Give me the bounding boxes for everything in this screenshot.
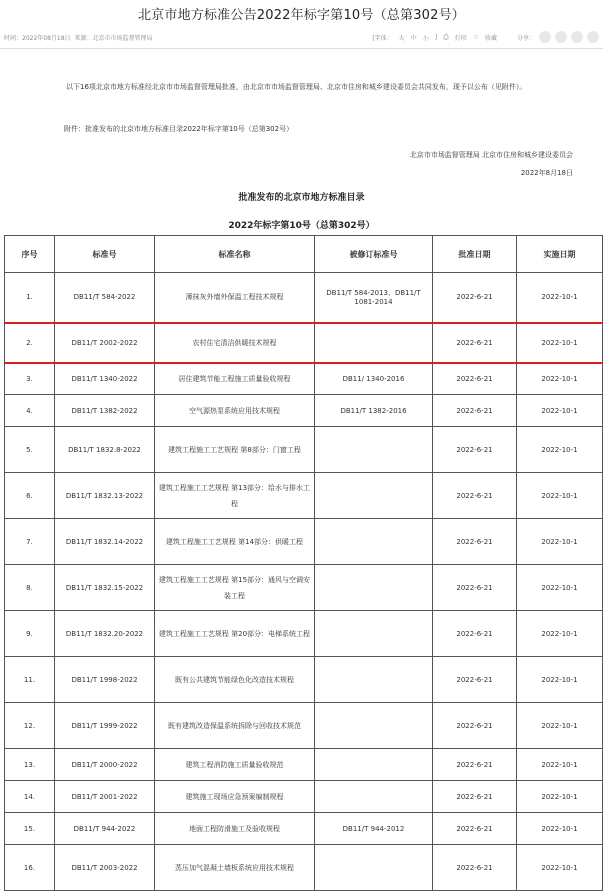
cell-replaces bbox=[315, 323, 433, 363]
table-row bbox=[5, 813, 603, 845]
cell-effective: 2022-10-1 bbox=[517, 565, 603, 611]
cell-name: 既有公共建筑节能绿色化改造技术规程 bbox=[155, 657, 315, 703]
cell-approved: 2022-6-21 bbox=[433, 519, 517, 565]
cell-code: DB11/T 944-2022 bbox=[55, 813, 155, 845]
cell-no: 4. bbox=[5, 395, 55, 427]
table-row bbox=[5, 395, 603, 427]
cell-name: 建筑施工现场应急预案编制规程 bbox=[155, 781, 315, 813]
catalog-title: 批准发布的北京市地方标准目录 bbox=[238, 193, 365, 203]
cell-name: 建筑工程施工工艺规程 第20部分：电梯系统工程 bbox=[155, 611, 315, 657]
col-header-code: 标准号 bbox=[55, 236, 155, 273]
issue-date: 2022年8月18日 bbox=[520, 169, 573, 177]
table-row bbox=[5, 749, 603, 781]
cell-replaces: DB11/T 944-2012 bbox=[315, 813, 433, 845]
cell-name: 空气源热泵系统应用技术规程 bbox=[155, 395, 315, 427]
cell-effective: 2022-10-1 bbox=[517, 611, 603, 657]
cell-approved: 2022-6-21 bbox=[433, 323, 517, 363]
table-header-row bbox=[5, 236, 603, 273]
cell-effective: 2022-10-1 bbox=[517, 395, 603, 427]
article-meta-bar bbox=[4, 30, 599, 44]
cell-no: 7. bbox=[5, 519, 55, 565]
cell-approved: 2022-6-21 bbox=[433, 565, 517, 611]
cell-replaces bbox=[315, 781, 433, 813]
cell-code: DB11/T 2002-2022 bbox=[55, 323, 155, 363]
cell-name: 薄抹灰外墙外保温工程技术规程 bbox=[155, 273, 315, 323]
cell-no: 9. bbox=[5, 611, 55, 657]
cell-approved: 2022-6-21 bbox=[433, 845, 517, 891]
cell-no: 11. bbox=[5, 657, 55, 703]
table-row bbox=[5, 473, 603, 519]
cell-replaces bbox=[315, 749, 433, 781]
cell-replaces bbox=[315, 611, 433, 657]
cell-no: 13. bbox=[5, 749, 55, 781]
print-button[interactable]: 打印 bbox=[454, 34, 467, 42]
cell-effective: 2022-10-1 bbox=[517, 845, 603, 891]
cell-no: 12. bbox=[5, 703, 55, 749]
source: 来源：北京市市场监督管理局 bbox=[74, 34, 153, 42]
cell-approved: 2022-6-21 bbox=[433, 657, 517, 703]
cell-replaces bbox=[315, 519, 433, 565]
table-row bbox=[5, 611, 603, 657]
attachment-line: 附件：批准发布的北京市地方标准目录2022年标字第10号（总第302号） bbox=[64, 125, 294, 133]
cell-no: 8. bbox=[5, 565, 55, 611]
cell-code: DB11/T 2003-2022 bbox=[55, 845, 155, 891]
col-header-no: 序号 bbox=[5, 236, 55, 273]
cell-no: 2. bbox=[5, 323, 55, 363]
cell-approved: 2022-6-21 bbox=[433, 611, 517, 657]
issuer-signature: 北京市市场监督管理局 北京市住房和城乡建设委员会 bbox=[409, 151, 573, 159]
cell-effective: 2022-10-1 bbox=[517, 427, 603, 473]
table-row bbox=[5, 519, 603, 565]
table-row bbox=[5, 565, 603, 611]
cell-approved: 2022-6-21 bbox=[433, 427, 517, 473]
weibo-share-icon[interactable] bbox=[555, 31, 567, 43]
table-row bbox=[5, 781, 603, 813]
col-header-name: 标准名称 bbox=[155, 236, 315, 273]
cell-effective: 2022-10-1 bbox=[517, 473, 603, 519]
share-label: 分享： bbox=[516, 34, 535, 42]
cell-name: 建筑工程施工工艺规程 第8部分：门窗工程 bbox=[155, 427, 315, 473]
font-medium-button[interactable]: 中 bbox=[410, 34, 417, 42]
cell-effective: 2022-10-1 bbox=[517, 519, 603, 565]
cell-name: 建筑工程施工工艺规程 第14部分：供暖工程 bbox=[155, 519, 315, 565]
cell-no: 15. bbox=[5, 813, 55, 845]
cell-name: 地面工程防滑施工及验收规程 bbox=[155, 813, 315, 845]
cell-code: DB11/T 1832.15-2022 bbox=[55, 565, 155, 611]
table-row bbox=[5, 703, 603, 749]
cell-replaces: DB11/T 1382-2016 bbox=[315, 395, 433, 427]
cell-effective: 2022-10-1 bbox=[517, 657, 603, 703]
cell-approved: 2022-6-21 bbox=[433, 273, 517, 323]
cell-approved: 2022-6-21 bbox=[433, 813, 517, 845]
cell-replaces: DB11/ 1340-2016 bbox=[315, 363, 433, 395]
more-share-icon[interactable] bbox=[587, 31, 599, 43]
cell-replaces bbox=[315, 427, 433, 473]
table-row bbox=[5, 323, 603, 363]
table-row bbox=[5, 363, 603, 395]
font-large-button[interactable]: 大 bbox=[398, 34, 405, 42]
cell-approved: 2022-6-21 bbox=[433, 749, 517, 781]
cell-approved: 2022-6-21 bbox=[433, 473, 517, 519]
star-icon[interactable]: ☆ bbox=[472, 33, 479, 41]
publish-time: 时间：2022年08月18日 bbox=[4, 34, 71, 42]
cell-approved: 2022-6-21 bbox=[433, 703, 517, 749]
cell-name: 建筑工程施工工艺规程 第15部分：通风与空调安装工程 bbox=[155, 565, 315, 611]
cell-name: 既有建筑改造保温系统拆除与回收技术规范 bbox=[155, 703, 315, 749]
cell-effective: 2022-10-1 bbox=[517, 749, 603, 781]
cell-replaces bbox=[315, 565, 433, 611]
cell-no: 5. bbox=[5, 427, 55, 473]
favorite-button[interactable]: 收藏 bbox=[484, 34, 497, 42]
cell-replaces bbox=[315, 703, 433, 749]
cell-code: DB11/T 1999-2022 bbox=[55, 703, 155, 749]
cell-code: DB11/T 1340-2022 bbox=[55, 363, 155, 395]
cell-name: 蒸压加气混凝土墙板系统应用技术规程 bbox=[155, 845, 315, 891]
cell-code: DB11/T 1832.14-2022 bbox=[55, 519, 155, 565]
col-header-approved: 批准日期 bbox=[433, 236, 517, 273]
table-row bbox=[5, 657, 603, 703]
header-divider bbox=[0, 48, 603, 49]
cell-no: 6. bbox=[5, 473, 55, 519]
cell-replaces: DB11/T 584-2013、DB11/T 1081-2014 bbox=[315, 273, 433, 323]
cell-no: 3. bbox=[5, 363, 55, 395]
cell-name: 建筑工程施工工艺规程 第13部分：给水与排水工程 bbox=[155, 473, 315, 519]
cell-name: 建筑工程消防施工质量验收规范 bbox=[155, 749, 315, 781]
announcement-paragraph: 以下16项北京市地方标准经北京市市场监督管理局批准，由北京市市场监督管理局、北京市住房和城乡建设委员会共同发布，现予以公布（见附件）。 bbox=[66, 83, 527, 91]
cell-no: 16. bbox=[5, 845, 55, 891]
cell-code: DB11/T 1832.13-2022 bbox=[55, 473, 155, 519]
cell-code: DB11/T 1832.8-2022 bbox=[55, 427, 155, 473]
cell-replaces bbox=[315, 473, 433, 519]
cell-code: DB11/T 1998-2022 bbox=[55, 657, 155, 703]
cell-approved: 2022-6-21 bbox=[433, 363, 517, 395]
cell-name: 农村住宅清洁供暖技术规程 bbox=[155, 323, 315, 363]
page-title: 北京市地方标准公告2022年标字第10号（总第302号） bbox=[137, 8, 466, 23]
col-header-effective: 实施日期 bbox=[517, 236, 603, 273]
catalog-subtitle: 2022年标字第10号（总第302号） bbox=[228, 221, 375, 231]
cell-effective: 2022-10-1 bbox=[517, 813, 603, 845]
cell-approved: 2022-6-21 bbox=[433, 395, 517, 427]
cell-code: DB11/T 2000-2022 bbox=[55, 749, 155, 781]
cell-name: 居住建筑节能工程施工质量验收规程 bbox=[155, 363, 315, 395]
cell-approved: 2022-6-21 bbox=[433, 781, 517, 813]
cell-effective: 2022-10-1 bbox=[517, 273, 603, 323]
cell-code: DB11/T 1832.20-2022 bbox=[55, 611, 155, 657]
cell-no: 14. bbox=[5, 781, 55, 813]
cell-effective: 2022-10-1 bbox=[517, 703, 603, 749]
print-icon[interactable]: ⎙ bbox=[443, 32, 449, 41]
font-size-end: ] bbox=[434, 33, 438, 41]
cell-no: 1. bbox=[5, 273, 55, 323]
wechat-share-icon[interactable] bbox=[539, 31, 551, 43]
cell-effective: 2022-10-1 bbox=[517, 323, 603, 363]
font-small-button[interactable]: 小 bbox=[422, 34, 429, 42]
cell-effective: 2022-10-1 bbox=[517, 781, 603, 813]
standards-table bbox=[4, 235, 603, 891]
cell-replaces bbox=[315, 657, 433, 703]
col-header-replaces: 被修订标准号 bbox=[315, 236, 433, 273]
font-size-label: [字体： bbox=[372, 34, 393, 42]
cell-effective: 2022-10-1 bbox=[517, 363, 603, 395]
table-row bbox=[5, 427, 603, 473]
qq-share-icon[interactable] bbox=[571, 31, 583, 43]
table-row bbox=[5, 273, 603, 323]
cell-code: DB11/T 1382-2022 bbox=[55, 395, 155, 427]
cell-code: DB11/T 2001-2022 bbox=[55, 781, 155, 813]
cell-code: DB11/T 584-2022 bbox=[55, 273, 155, 323]
